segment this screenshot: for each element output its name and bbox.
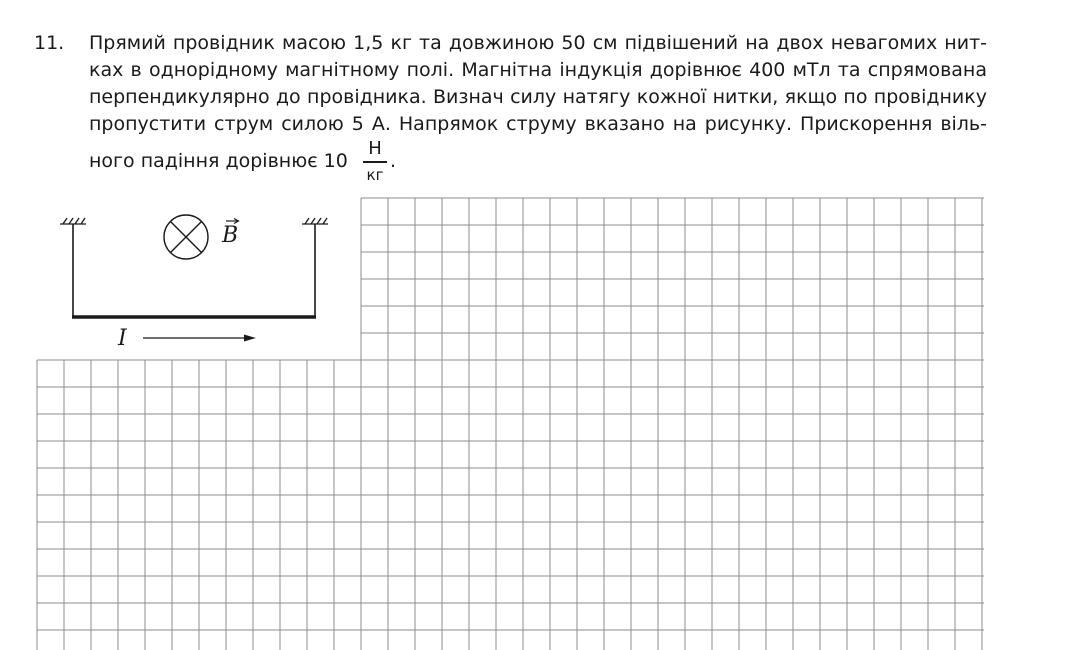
end-punctuation: . bbox=[390, 150, 397, 172]
field-into-page-icon bbox=[164, 215, 208, 259]
current-direction-arrow bbox=[143, 335, 256, 342]
unit-denominator: кг bbox=[366, 166, 384, 184]
field-label: B bbox=[222, 223, 239, 248]
fraction-bar bbox=[363, 161, 387, 163]
conductor-diagram bbox=[60, 215, 328, 342]
current-label: I bbox=[118, 326, 127, 351]
task-line-4: пропустити струм силою 5 А. Напрямок струму вказано на рисунку. Прискорення віль- bbox=[89, 113, 987, 135]
task-statement bbox=[89, 30, 987, 138]
unit-fraction bbox=[361, 138, 389, 184]
right-ceiling-mount bbox=[302, 218, 328, 224]
task-line-1: Прямий провідник масою 1,5 кг та довжиною 50 см підвішений на двох невагомих нит- bbox=[89, 32, 987, 54]
left-ceiling-mount bbox=[60, 218, 86, 224]
answer-grid bbox=[37, 198, 984, 650]
task-line-3: перпендикулярно до провідника. Визнач силу натягу кожної нитки, якщо по провіднику bbox=[89, 86, 987, 108]
task-number: 11. bbox=[34, 32, 65, 54]
task-line-2: ках в однорідному магнітному полі. Магнітна індукція дорівнює 400 мТл та спрямована bbox=[89, 59, 987, 81]
task-line-5-text: ного падіння дорівнює 10 bbox=[89, 150, 348, 172]
unit-numerator: Н bbox=[368, 138, 382, 159]
